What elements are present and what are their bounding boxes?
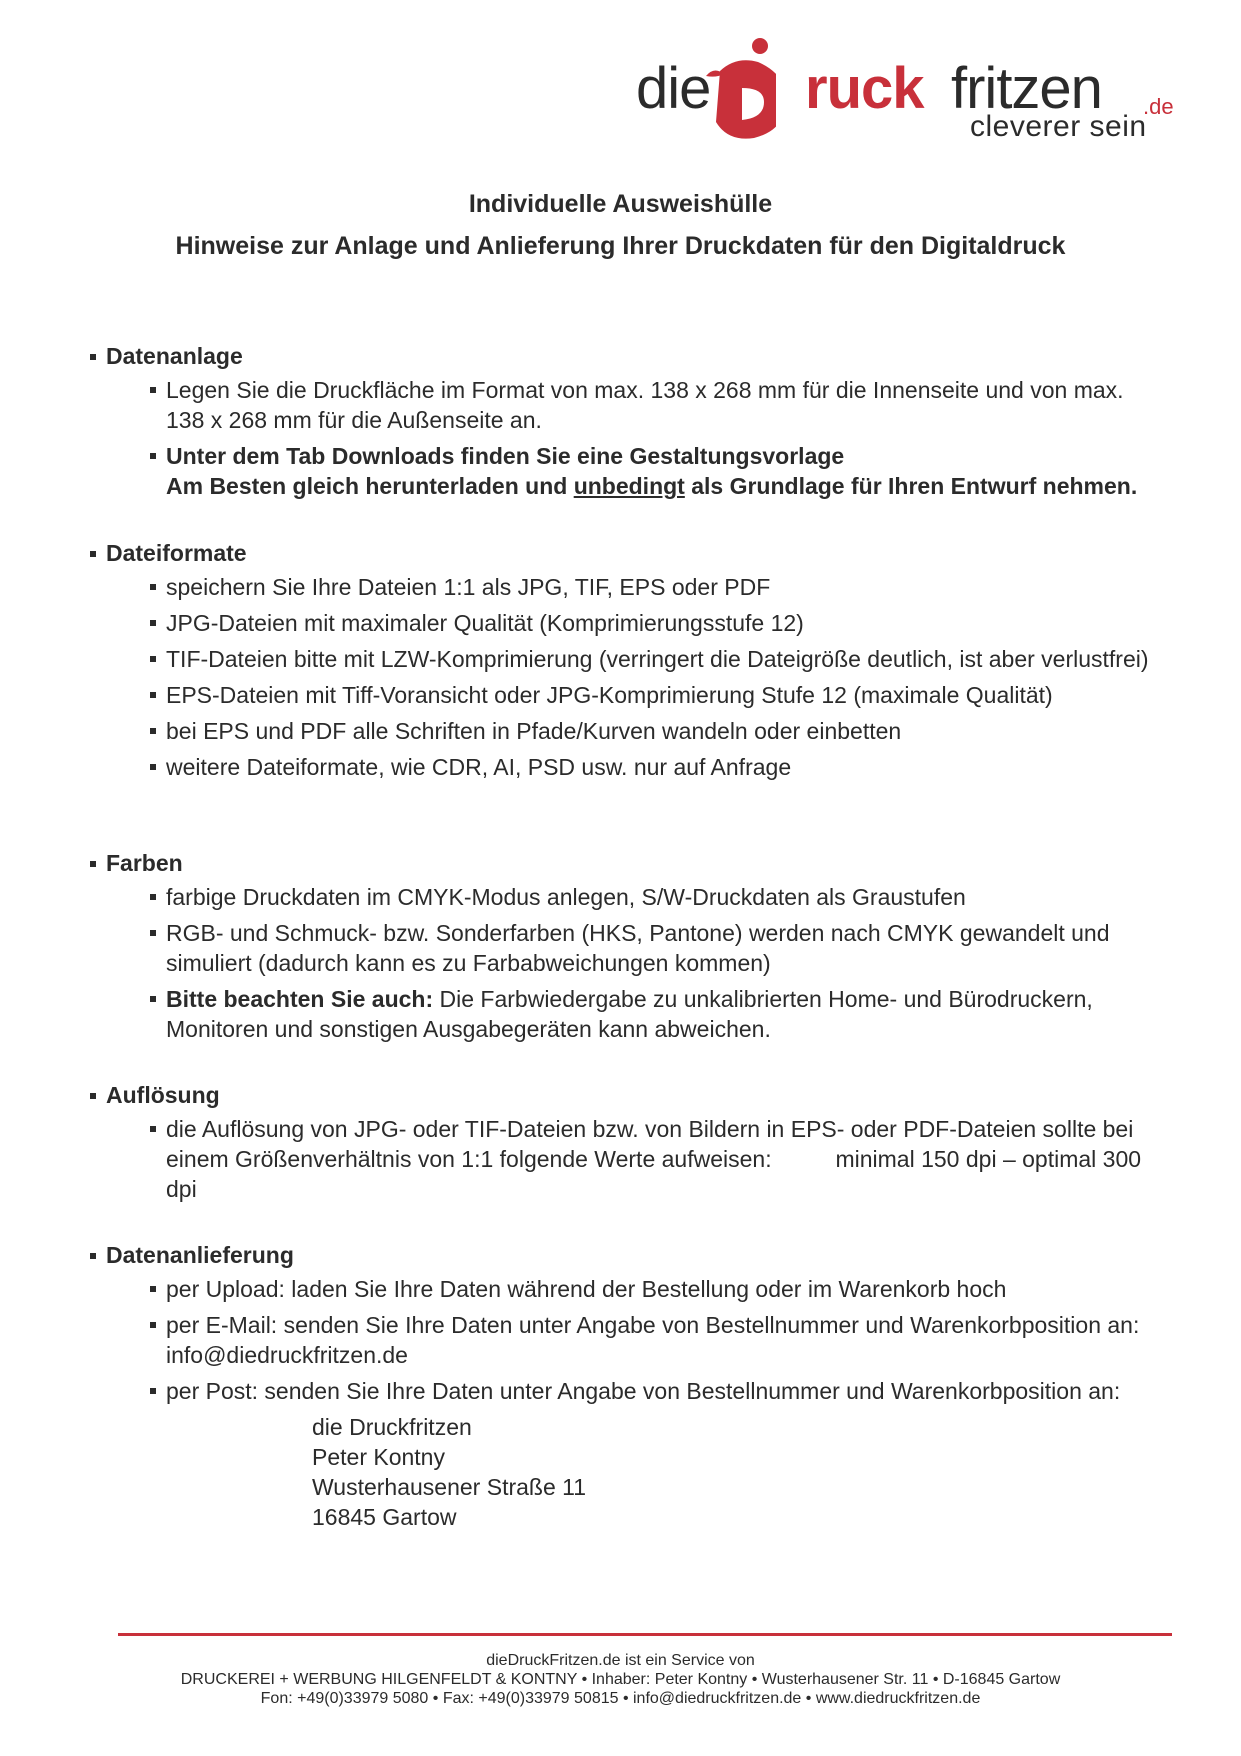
list-item-bold xyxy=(90,441,1150,501)
item-list xyxy=(90,1114,1150,1204)
item-list xyxy=(90,1274,1185,1406)
footer-line-1: dieDruckFritzen.de ist ein Service von xyxy=(486,1652,755,1669)
item-list xyxy=(90,375,1150,501)
item-list xyxy=(90,882,1150,1044)
list-item: per Upload: laden Sie Ihre Daten während der Bestellung oder im Warenkorb hoch xyxy=(90,1274,1150,1304)
address-line: 16845 Gartow xyxy=(312,1504,457,1530)
brand-logo xyxy=(636,38,1176,146)
section-aufloesung xyxy=(90,1082,1150,1210)
bold-line-2a: Am Besten gleich herunterladen und xyxy=(166,473,574,499)
list-item: EPS-Dateien mit Tiff-Voransicht oder JPG-Komprimierung Stufe 12 (maximale Qualität) xyxy=(90,680,1150,710)
underlined-word: unbedingt xyxy=(573,473,685,499)
section-datenanlage xyxy=(90,343,1150,507)
section-dateiformate xyxy=(90,540,1150,788)
section-datenanlieferung xyxy=(90,1242,1185,1532)
section-heading: Auflösung xyxy=(90,1082,1150,1114)
bold-line-1: Unter dem Tab Downloads finden Sie eine Gestaltungsvorlage xyxy=(166,443,845,469)
list-item-note xyxy=(90,984,1150,1044)
list-item: weitere Dateiformate, wie CDR, AI, PSD usw. nur auf Anfrage xyxy=(90,752,1150,782)
footer-line-2: DRUCKEREI + WERBUNG HILGENFELDT & KONTNY • Inhaber: Peter Kontny • Wusterhausener Str. 11 • D-16845 Gartow xyxy=(180,1671,1061,1688)
section-heading: Datenanlieferung xyxy=(90,1242,1150,1274)
logo-tld: .de xyxy=(1143,94,1174,119)
list-item: JPG-Dateien mit maximaler Qualität (Komprimierungsstufe 12) xyxy=(90,608,1150,638)
section-heading: Farben xyxy=(90,850,1150,882)
footer-divider xyxy=(118,1633,1172,1636)
list-item: speichern Sie Ihre Dateien 1:1 als JPG, TIF, EPS oder PDF xyxy=(90,572,1150,602)
logo-tagline: cleverer sein xyxy=(970,110,1147,143)
list-item: die Auflösung von JPG- oder TIF-Dateien bzw. von Bildern in EPS- oder PDF-Dateien sollte bei einem Größenverhältnis von 1:1 folgende Werte aufweisen: minimal 150 dpi – optimal 300 dpi xyxy=(90,1114,1150,1204)
address-line: Wusterhausener Straße 11 xyxy=(312,1474,587,1500)
list-item: Legen Sie die Druckfläche im Format von max. 138 x 268 mm für die Innenseite und von max. 138 x 268 mm für die Außenseite an. xyxy=(90,375,1150,435)
logo-fritzen: fritzen xyxy=(951,56,1102,121)
page-subtitle: Hinweise zur Anlage und Anlieferung Ihrer Druckdaten für den Digitaldruck xyxy=(175,232,1066,260)
section-heading: Dateiformate xyxy=(90,540,1150,572)
list-item: per E-Mail: senden Sie Ihre Daten unter Angabe von Bestellnummer und Warenkorbposition an: info@diedruckfritzen.de xyxy=(90,1310,1150,1370)
logo-ruck: ruck xyxy=(805,56,924,121)
list-item: TIF-Dateien bitte mit LZW-Komprimierung (verringert die Dateigröße deutlich, ist aber verlustfrei) xyxy=(90,644,1150,674)
section-farben xyxy=(90,850,1150,1050)
list-item: RGB- und Schmuck- bzw. Sonderfarben (HKS, Pantone) werden nach CMYK gewandelt und simuliert (dadurch kann es zu Farbabweichungen kommen) xyxy=(90,918,1150,978)
bold-line-2b: als Grundlage für Ihren Entwurf nehmen. xyxy=(684,473,1138,499)
section-heading: Datenanlage xyxy=(90,343,1150,375)
list-item: bei EPS und PDF alle Schriften in Pfade/Kurven wandeln oder einbetten xyxy=(90,716,1150,746)
page-title: Individuelle Ausweishülle xyxy=(468,190,773,218)
list-item: per Post: senden Sie Ihre Daten unter Angabe von Bestellnummer und Warenkorbposition an: xyxy=(90,1376,1150,1406)
logo-die: die xyxy=(636,56,711,121)
list-item: farbige Druckdaten im CMYK-Modus anlegen, S/W-Druckdaten als Graustufen xyxy=(90,882,1150,912)
address-line: die Druckfritzen xyxy=(312,1414,472,1440)
postal-address xyxy=(90,1412,1150,1532)
note-text: Die Farbwiedergabe zu unkalibrierten Home- und Bürodruckern, Monitoren und sonstigen Ausgabegeräten kann abweichen. xyxy=(166,986,1093,1042)
item-list xyxy=(90,572,1150,782)
footer-line-3: Fon: +49(0)33979 5080 • Fax: +49(0)33979 50815 • info@diedruckfritzen.de • www.diedruckfritzen.de xyxy=(260,1690,981,1707)
address-line: Peter Kontny xyxy=(312,1444,445,1470)
note-bold: Bitte beachten Sie auch: xyxy=(166,986,434,1012)
